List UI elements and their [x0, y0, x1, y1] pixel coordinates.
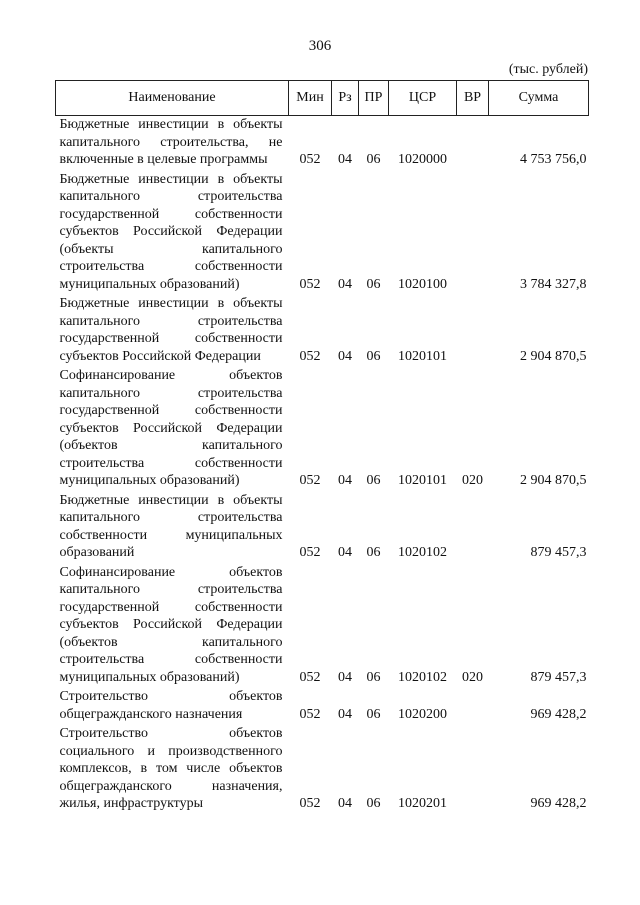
- row-name: Софинансирование объектов капитального строительства государственной собственности субъектов Российской Федерации (объектов капитального строительства собственности муниципальных образований): [59, 368, 283, 488]
- row-rz: 04: [338, 669, 352, 685]
- row-vr: [457, 725, 489, 815]
- row-vr: [457, 688, 489, 725]
- header-vr: ВР: [457, 81, 489, 116]
- row-pr: 06: [366, 669, 381, 685]
- row-min: 052: [299, 706, 321, 722]
- table-row: [56, 492, 589, 564]
- table-row: [56, 116, 589, 171]
- row-rz: 04: [338, 706, 352, 722]
- row-sum: 879 457,3: [530, 545, 587, 560]
- row-rz: 04: [338, 545, 352, 560]
- row-name: Софинансирование объектов капитального строительства государственной собственности субъектов Российской Федерации (объектов капитального строительства собственности муниципальных образований): [59, 564, 283, 685]
- row-csr: 1020102: [398, 545, 447, 560]
- row-sum: 969 428,2: [530, 706, 587, 722]
- row-rz: 04: [338, 796, 352, 811]
- header-pr: ПР: [359, 81, 389, 116]
- row-min: 052: [299, 473, 321, 488]
- row-vr: [457, 171, 489, 296]
- row-vr: 020: [462, 473, 483, 488]
- row-csr: 1020000: [398, 152, 447, 167]
- row-min: 052: [299, 796, 321, 811]
- table-row: [56, 564, 589, 689]
- units-label: (тыс. рублей): [508, 62, 588, 77]
- header-csr: ЦСР: [389, 81, 457, 116]
- row-vr: [457, 295, 489, 367]
- row-min: 052: [299, 669, 321, 685]
- row-csr: 1020101: [398, 473, 447, 488]
- row-min: 052: [299, 152, 321, 167]
- row-pr: 06: [366, 473, 381, 488]
- row-csr: 1020200: [398, 706, 447, 722]
- row-sum: 2 904 870,5: [520, 348, 587, 364]
- row-sum: 969 428,2: [530, 796, 587, 811]
- row-csr: 1020101: [398, 348, 447, 364]
- table-header-row: [56, 81, 589, 116]
- row-min: 052: [299, 348, 321, 364]
- row-name: Строительство объектов социального и производственного комплексов, в том числе объектов общегражданского назначения, жилья, инфраструктуры: [59, 726, 283, 811]
- row-pr: 06: [366, 276, 381, 292]
- row-pr: 06: [366, 796, 381, 811]
- row-name: Строительство объектов общегражданского назначения: [59, 689, 283, 722]
- table-row: [56, 725, 589, 815]
- row-pr: 06: [366, 348, 381, 364]
- row-name: Бюджетные инвестиции в объекты капитального строительства, не включенные в целевые программы: [59, 117, 283, 167]
- table-row: [56, 295, 589, 367]
- table-row: [56, 367, 589, 492]
- table-row: [56, 688, 589, 725]
- header-name: Наименование: [56, 81, 289, 116]
- row-min: 052: [299, 276, 321, 292]
- row-sum: 4 753 756,0: [520, 152, 587, 167]
- row-sum: 879 457,3: [530, 669, 587, 685]
- page-number: 306: [308, 38, 332, 54]
- row-sum: 2 904 870,5: [520, 473, 587, 488]
- header-rz: Рз: [332, 81, 359, 116]
- row-csr: 1020102: [398, 669, 447, 685]
- row-sum: 3 784 327,8: [520, 276, 587, 292]
- row-csr: 1020100: [398, 276, 447, 292]
- row-vr: [457, 116, 489, 171]
- row-rz: 04: [338, 473, 352, 488]
- row-vr: [457, 492, 489, 564]
- row-pr: 06: [366, 152, 381, 167]
- row-rz: 04: [338, 348, 352, 364]
- row-vr: 020: [462, 669, 483, 685]
- table-row: [56, 171, 589, 296]
- row-min: 052: [299, 545, 321, 560]
- row-name: Бюджетные инвестиции в объекты капитального строительства государственной собственности субъектов Российской Федерации: [59, 296, 283, 364]
- header-min: Мин: [289, 81, 332, 116]
- header-sum: Сумма: [489, 81, 589, 116]
- row-csr: 1020201: [398, 796, 447, 811]
- row-name: Бюджетные инвестиции в объекты капитального строительства государственной собственности субъектов Российской Федерации (объекты капитального строительства собственности муниципальных образований): [59, 171, 283, 292]
- row-pr: 06: [366, 706, 381, 722]
- row-name: Бюджетные инвестиции в объекты капитального строительства собственности муниципальных образований: [59, 492, 283, 560]
- row-rz: 04: [338, 152, 352, 167]
- row-pr: 06: [366, 545, 381, 560]
- budget-table: [55, 80, 589, 815]
- row-rz: 04: [338, 276, 352, 292]
